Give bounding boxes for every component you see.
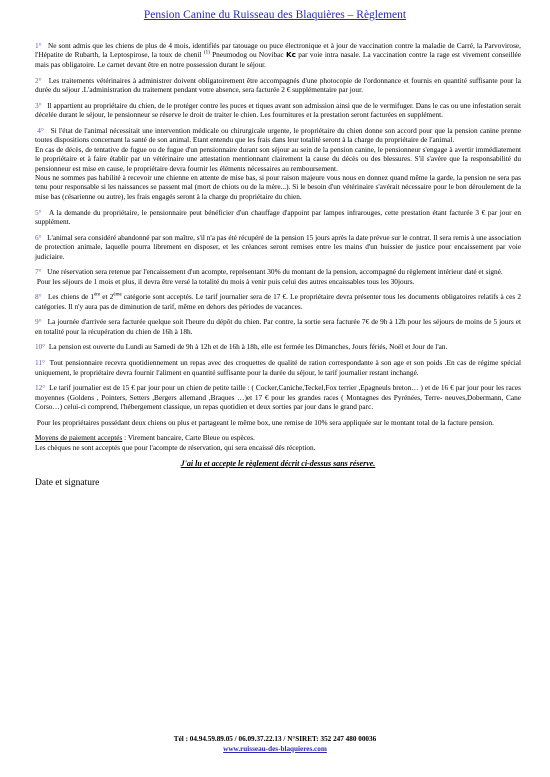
rule-text: Les chiens de 1 xyxy=(47,292,95,302)
rule-text-extra: Pour les séjours de 1 mois et plus, il devra être versé la totalité du mois à venir puis celui des autres encaissables tous les 30jours. xyxy=(36,276,415,286)
website-link[interactable]: www.ruisseau-des-blaquieres.com xyxy=(223,745,327,753)
rule-text: La journée d'arrivée sera facturée quelque soit l'heure du dépôt du chien. Par contre, la sortie sera facturée 7€ de 9h à 12h pour les séjours de moins de 5 jours et en totalité pour la récupération du chien de 16h à 18h. xyxy=(35,317,521,336)
rule-2 xyxy=(35,76,521,95)
rule-text: Pneumodog ou Novibac xyxy=(209,50,286,60)
rule-text-extra: En cas de décès, de tentative de fugue ou de fugue d'un pensionnaire durant son séjour au sein de la pension canine, le pensionneur s'engage à avertir immédiatement le propriétaire et à faire établir par un vétérinaire une attestation mentionnant clairement la cause du décès ou des blessures. S'il s'avère que la responsabilité du pensionneur est mise en cause, le propriétaire devra fournir les éléments nécessaires au remboursement. xyxy=(35,144,521,173)
rule-7 xyxy=(35,267,521,286)
regulation-body xyxy=(35,41,521,488)
rule-9 xyxy=(35,317,521,336)
footnote-mark: (1) xyxy=(203,51,210,57)
superscript: ère xyxy=(94,292,101,298)
rule-text: Tout pensionnaire recevra quotidiennement un repas avec des croquettes de qualité de ration correspondante à son age et son poids .En cas de régime spécial uniquement, le propriétaire devra fournir l'aliment en quantité suffisante pour la durée du séjour, le tarif journalier restant inchangé. xyxy=(35,358,521,377)
rule-text: Une réservation sera retenue par l'encaissement d'un acompte, représentant 30% du montant de la pension, accompagné du règlement intérieur daté et signé. xyxy=(47,267,503,277)
payment-label: Moyens de paiement acceptés xyxy=(35,433,123,443)
rule-number: 8° xyxy=(35,292,42,302)
rule-text: Si l'état de l'animal nécessitait une intervention médicale ou chirurgicale urgente, le propriétaire du chien donne son accord pour que la pension canine prenne toutes dispositions concernant la santé de son animal. Etant entendu que les frais dans leur totalité seront à la charge du propriétaire de l'animal. xyxy=(35,125,521,145)
rule-number: 1° xyxy=(35,41,42,50)
footer xyxy=(0,734,550,754)
rule-number: 6° xyxy=(35,232,42,242)
page-title: Pension Canine du Ruisseau des Blaquières – Règlement xyxy=(143,9,407,21)
rule-text: par voie intra nasale. La vaccination contre la rage est vivement conseillée mais pas obligatoire. Le carnet devant être en notre possession durant le séjour. xyxy=(35,50,521,69)
rule-number: 3° xyxy=(35,100,42,110)
rule-text: Les traitements vétérinaires à administrer doivent obligatoirement être accompagnés d'une photocopie de l'ordonnance et fournis en quantité suffisante pour la durée du séjour .L'administration du traitement pendant votre absence, sera facturée 2 € supplémentaire par jour. xyxy=(35,75,521,94)
rule-text-kc: Kc xyxy=(285,50,296,60)
rule-number: 12° xyxy=(35,383,46,393)
rule-text: Le tarif journalier est de 15 € par jour pour un chien de petite taille : ( Cocker,Caniche,Teckel,Fox terrier ,Epagneuls breton… ) et de 16 € par jour pour les races moyennes (Goldens , Pointers, Setters ,Bergers allemand ,Braques …)et 17 € pour les grandes races ( Montagnes des Pyrénées, Terre- neuves,Dobermann, Cane Corso…) celui-ci comprend, l'hébergement classique, un repas quotidien et deux sorties par jour dans le grand parc. xyxy=(35,383,521,412)
rule-number: 7° xyxy=(35,267,42,277)
superscript: ème xyxy=(113,292,122,298)
rule-12 xyxy=(35,383,521,427)
rule-text: L'animal sera considéré abandonné par son maître, s'il n'a pas été récupéré de la pension 15 jours après la date prévue sur le contrat. Il sera remis à une association de protection animale, laquelle pourra librement en disposer, et les créances seront remises entre les mains d'un huissier de justice pour encaissement par voie judiciaire. xyxy=(35,232,521,261)
rule-number: 11° xyxy=(35,358,45,368)
rule-3 xyxy=(35,101,521,120)
rule-text: Il appartient au propriétaire du chien, de le protéger contre les puces et tiques avant son admission ainsi que de le vermifuger. Dans le cas ou une infestation serait décelée durant le séjour, le pensionneur se réserve le droit de traiter le chien. Les fournitures et la prestation seront facturées en supplément. xyxy=(35,100,521,120)
acceptance-statement: J'ai lu et accepte le règlement décrit ci-dessus sans réserve. xyxy=(180,459,376,469)
rule-5 xyxy=(35,208,521,227)
rule-text-extra: Pour les propriétaires possédant deux chiens ou plus et partageant le même box, une remise de 10% sera appliquée sur le montant total de la facture pension. xyxy=(36,417,494,427)
rule-10 xyxy=(35,342,521,351)
rule-8 xyxy=(35,292,521,311)
payment-text: : Virement bancaire, Carte Bleue ou espèces. xyxy=(122,433,255,443)
rule-text: Ne sont admis que les chiens de plus de 4 mois, identifiés par tatouage ou puce électronique et à jour de vaccination contre la maladie de Carré, la Parvovirose, l'Hépatite de Rubarth, la Leptospirose, la toux de chenil xyxy=(35,41,521,60)
payment-section xyxy=(35,433,521,452)
rule-text: catégorie sont acceptés. Le tarif journalier sera de 17 €. Le propriétaire devra présenter tous les documents obligatoires relatifs à ces 2 catégories. Il n'y aura pas de diminution de tarif, même en dehors des périodes de vacances. xyxy=(35,292,521,311)
signature-label: Date et signature xyxy=(35,477,100,488)
rule-number: 2° xyxy=(35,75,42,85)
rule-11 xyxy=(35,358,521,377)
rule-number: 9° xyxy=(35,317,42,327)
rule-number: 5° xyxy=(35,207,42,217)
rule-number: 10° xyxy=(35,342,46,352)
rule-6 xyxy=(35,233,521,261)
rule-number: 4° xyxy=(37,125,44,135)
rule-text: et 2 xyxy=(100,292,114,302)
rule-4 xyxy=(35,126,521,202)
rule-1 xyxy=(35,41,521,69)
rule-text: A la demande du propriétaire, le pensionnaire peut bénéficier d'un chauffage d'appoint par lampes infrarouges, cette prestation étant facturée 3 € par jour en supplément. xyxy=(35,207,521,226)
payment-note: Les chèques ne sont acceptés que pour l'acompte de réservation, qui sera encaissé dès réception. xyxy=(35,442,316,452)
footer-contact: Tél : 04.94.59.89.05 / 06.09.37.22.13 / N°SIRET: 352 247 480 00036 xyxy=(173,735,377,743)
rule-text: La pension est ouverte du Lundi au Samedi de 9h à 12h et de 16h à 18h, elle est fermée les Dimanches, Jours fériés, Noël et Jour de l'an. xyxy=(48,342,448,352)
rule-text-extra: Nous ne sommes pas habilité à recevoir une chienne en attente de mise bas, si pour raison majeure vous nous en donnez quand même la garde, la pension ne sera pas tenu pour responsable si les naissances se passent mal (mort de chiots ou de la mère...). Si le besoin d'un vétérinaire s'avérait nécessaire pour le bon déroulement de la mise bas (césarienne ou autre), les frais engagés seront à la charge du propriétaire du chien. xyxy=(35,173,521,201)
